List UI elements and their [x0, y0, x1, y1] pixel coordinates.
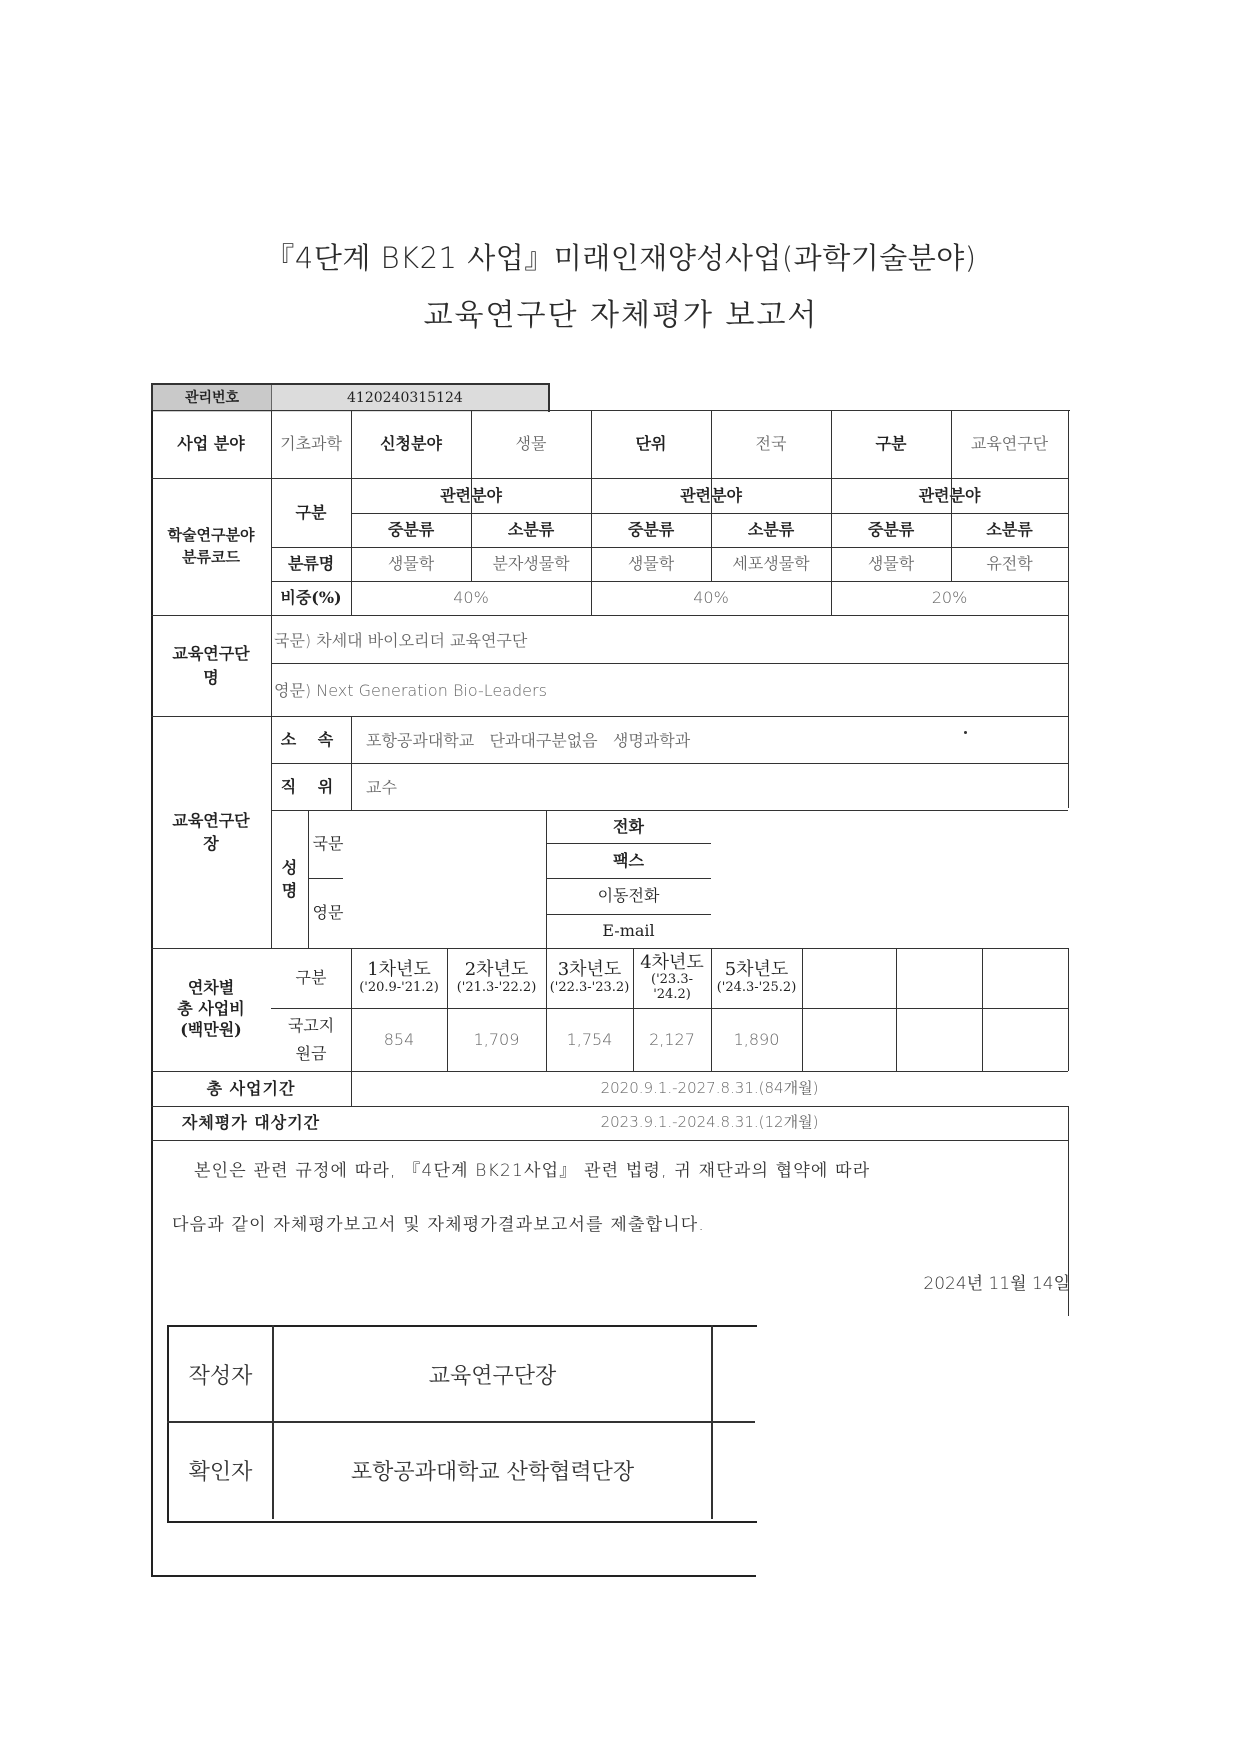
year1-name: 1차년도: [367, 959, 431, 981]
name-korean-label: 국문: [312, 834, 344, 854]
mid-header-1: 중분류: [387, 520, 435, 540]
ratio-label: 비중(%): [280, 588, 342, 608]
unit-name-label: [151, 615, 271, 716]
year1-period: ('20.9-'21.2): [359, 979, 439, 995]
name-label-char2: 명: [281, 881, 298, 900]
name-label-char1: 성: [281, 857, 298, 877]
classification-label: [151, 478, 271, 615]
national-fund-label-line2: 원금: [295, 1043, 327, 1063]
year5-period: ('24.3-'25.2): [716, 979, 797, 995]
national-fund-label: [271, 1008, 351, 1071]
leader-label-line2: 장: [203, 834, 219, 853]
eval-period-value: 2023.9.1.-2024.8.31.(12개월): [600, 1113, 819, 1132]
stray-dot: [964, 731, 967, 734]
sub-header-3: 소분류: [986, 520, 1033, 540]
year3-header: [546, 948, 633, 1008]
submission-date: 2024년 11월 14일: [923, 1274, 1070, 1294]
frame-bottom-rule: [151, 1575, 756, 1577]
phone-label: 전화: [613, 816, 644, 836]
checker-label: 확인자: [188, 1459, 253, 1485]
mobile-label: 이동전화: [597, 886, 660, 906]
year2-amount: 1,709: [473, 1029, 520, 1049]
year3-name: 3차년도: [557, 959, 622, 981]
field-header-3: 관련분야: [918, 485, 981, 505]
mid-header-2: 중분류: [627, 520, 675, 540]
affiliation-label: 소 속: [280, 729, 342, 749]
business-field-label: 사업 분야: [177, 434, 245, 454]
classification-label-line1: 학술연구분야: [167, 525, 255, 544]
position-value: 교수: [366, 778, 397, 797]
year5-header: [711, 948, 802, 1008]
field2-sub: 세포생물학: [732, 554, 810, 574]
writer-label: 작성자: [188, 1363, 253, 1389]
budget-label-line3: (백만원): [180, 1019, 242, 1039]
field3-ratio: 20%: [931, 588, 968, 608]
year3-period: ('22.3-'23.2): [549, 979, 630, 995]
mid-header-3: 중분류: [867, 520, 915, 540]
classification-gubun: 구분: [295, 502, 327, 522]
business-field-value: 기초과학: [280, 434, 342, 454]
unit-name-korean: 국문) 차세대 바이오리더 교육연구단: [274, 630, 528, 650]
classification-label-line2: 분류코드: [182, 547, 240, 566]
unit-name-english: 영문) Next Generation Bio-Leaders: [274, 681, 547, 700]
eval-period-label: 자체평가 대상기간: [181, 1113, 321, 1133]
field2-mid: 생물학: [627, 554, 675, 574]
classification-name-label: 분류명: [287, 554, 335, 574]
budget-label-line1: 연차별: [187, 978, 235, 998]
unit-value: 전국: [755, 434, 787, 454]
year4-header: [633, 948, 711, 1008]
year4-amount: 2,127: [649, 1029, 695, 1049]
year5-amount: 1,890: [733, 1029, 780, 1049]
budget-gubun: 구분: [295, 968, 327, 988]
year1-amount: 854: [383, 1029, 415, 1049]
unit-name-label-line1: 교육연구단: [172, 644, 250, 664]
leader-label: [151, 716, 271, 948]
year5-name: 5차년도: [724, 959, 789, 981]
document-subtitle: 교육연구단 자체평가 보고서: [423, 298, 819, 333]
field2-ratio: 40%: [693, 588, 729, 608]
year2-header: [447, 948, 546, 1008]
statement-line2: 다음과 같이 자체평가보고서 및 자체평가결과보고서를 제출합니다.: [172, 1215, 706, 1235]
management-number-label: 관리번호: [153, 385, 272, 412]
apply-field-label: 신청분야: [380, 434, 442, 454]
fax-label: 팩스: [613, 850, 644, 870]
unit-name-label-line2: 명: [203, 667, 219, 687]
leader-label-line1: 교육연구단: [172, 810, 250, 830]
budget-label: [151, 948, 271, 1071]
name-english-label: 영문: [312, 903, 344, 923]
apply-field-value: 생물: [515, 434, 547, 454]
management-number-value: 4120240315124: [272, 385, 548, 412]
field3-mid: 생물학: [867, 554, 915, 574]
year2-name: 2차년도: [464, 959, 529, 981]
sub-header-1: 소분류: [507, 520, 555, 540]
checker-value: 포항공과대학교 산학협력단장: [350, 1459, 635, 1485]
management-number-box: [151, 383, 550, 412]
unit-label: 단위: [635, 434, 667, 454]
sub-header-2: 소분류: [747, 520, 795, 540]
affiliation-value: 포항공과대학교 단과대구분없음 생명과학과: [366, 731, 691, 750]
field1-ratio: 40%: [453, 588, 489, 608]
total-period-value: 2020.9.1.-2027.8.31.(84개월): [600, 1078, 819, 1097]
year3-amount: 1,754: [566, 1029, 613, 1049]
position-label: 직 위: [280, 776, 342, 796]
name-label: [271, 810, 308, 948]
field1-mid: 생물학: [387, 554, 435, 574]
year2-period: ('21.3-'22.2): [456, 979, 537, 995]
field-header-1: 관련분야: [440, 485, 502, 505]
year1-header: [351, 948, 447, 1008]
national-fund-label-line1: 국고지: [287, 1016, 335, 1036]
type-value: 교육연구단: [970, 434, 1049, 454]
field1-sub: 분자생물학: [492, 554, 570, 574]
year4-name: 4차년도: [640, 951, 704, 973]
type-label: 구분: [875, 434, 907, 454]
year4-period: ('23.3-'24.2): [651, 972, 693, 1003]
email-label: E-mail: [602, 921, 655, 941]
field-header-2: 관련분야: [680, 485, 742, 505]
total-period-label: 총 사업기간: [206, 1078, 296, 1098]
writer-value: 교육연구단장: [428, 1363, 557, 1389]
statement-line1: 본인은 관련 규정에 따라, 『4단계 BK21사업』 관련 법령, 귀 재단과의 협약에 따라: [194, 1161, 871, 1181]
budget-label-line2: 총 사업비: [177, 999, 245, 1019]
field3-sub: 유전학: [986, 554, 1033, 574]
document-title: 『4단계 BK21 사업』미래인재양성사업(과학기술분야): [265, 241, 977, 275]
